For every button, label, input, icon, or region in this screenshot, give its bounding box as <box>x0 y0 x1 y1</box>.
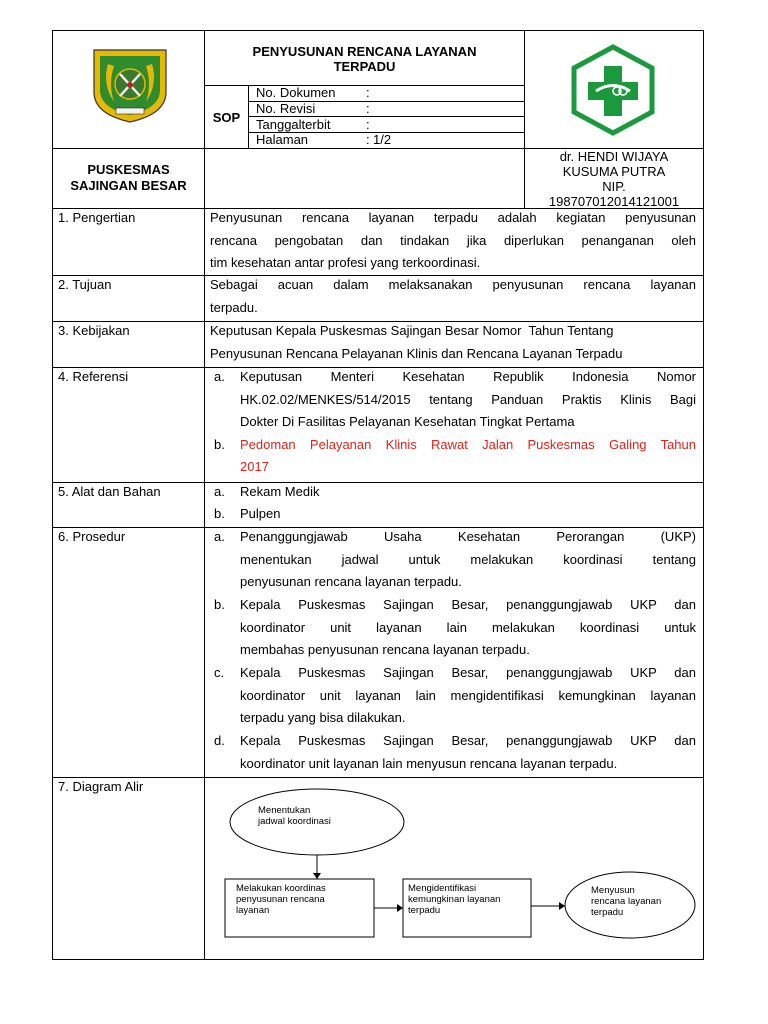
puskesmas-logo <box>570 44 656 136</box>
section-label-referensi: 4. Referensi <box>58 369 129 384</box>
regional-emblem-logo <box>88 44 172 124</box>
organization-name: PUSKESMAS SAJINGAN BESAR <box>70 162 187 193</box>
section-label-prosedur: 6. Prosedur <box>58 529 126 544</box>
flowchart: Menentukan jadwal koordinasi Melakukan koordinas penyusunan rencana layanan Mengidentifikasi kemungkinan layanan terpadu Menyusun rencana layanan terpadu <box>205 778 703 959</box>
section-label-alat: 5. Alat dan Bahan <box>58 484 161 499</box>
sop-label: SOP <box>212 110 241 125</box>
document-title: PENYUSUNAN RENCANA LAYANAN TERPADU <box>252 44 477 74</box>
signer-block: dr. HENDI WIJAYA KUSUMA PUTRA NIP. 198707012014121001 <box>548 149 680 209</box>
section-label-diagram: 7. Diagram Alir <box>58 779 144 794</box>
section-label-tujuan: 2. Tujuan <box>58 277 112 292</box>
section-label-kebijakan: 3. Kebijakan <box>58 323 130 338</box>
section-label-pengertian: 1. Pengertian <box>58 210 136 225</box>
